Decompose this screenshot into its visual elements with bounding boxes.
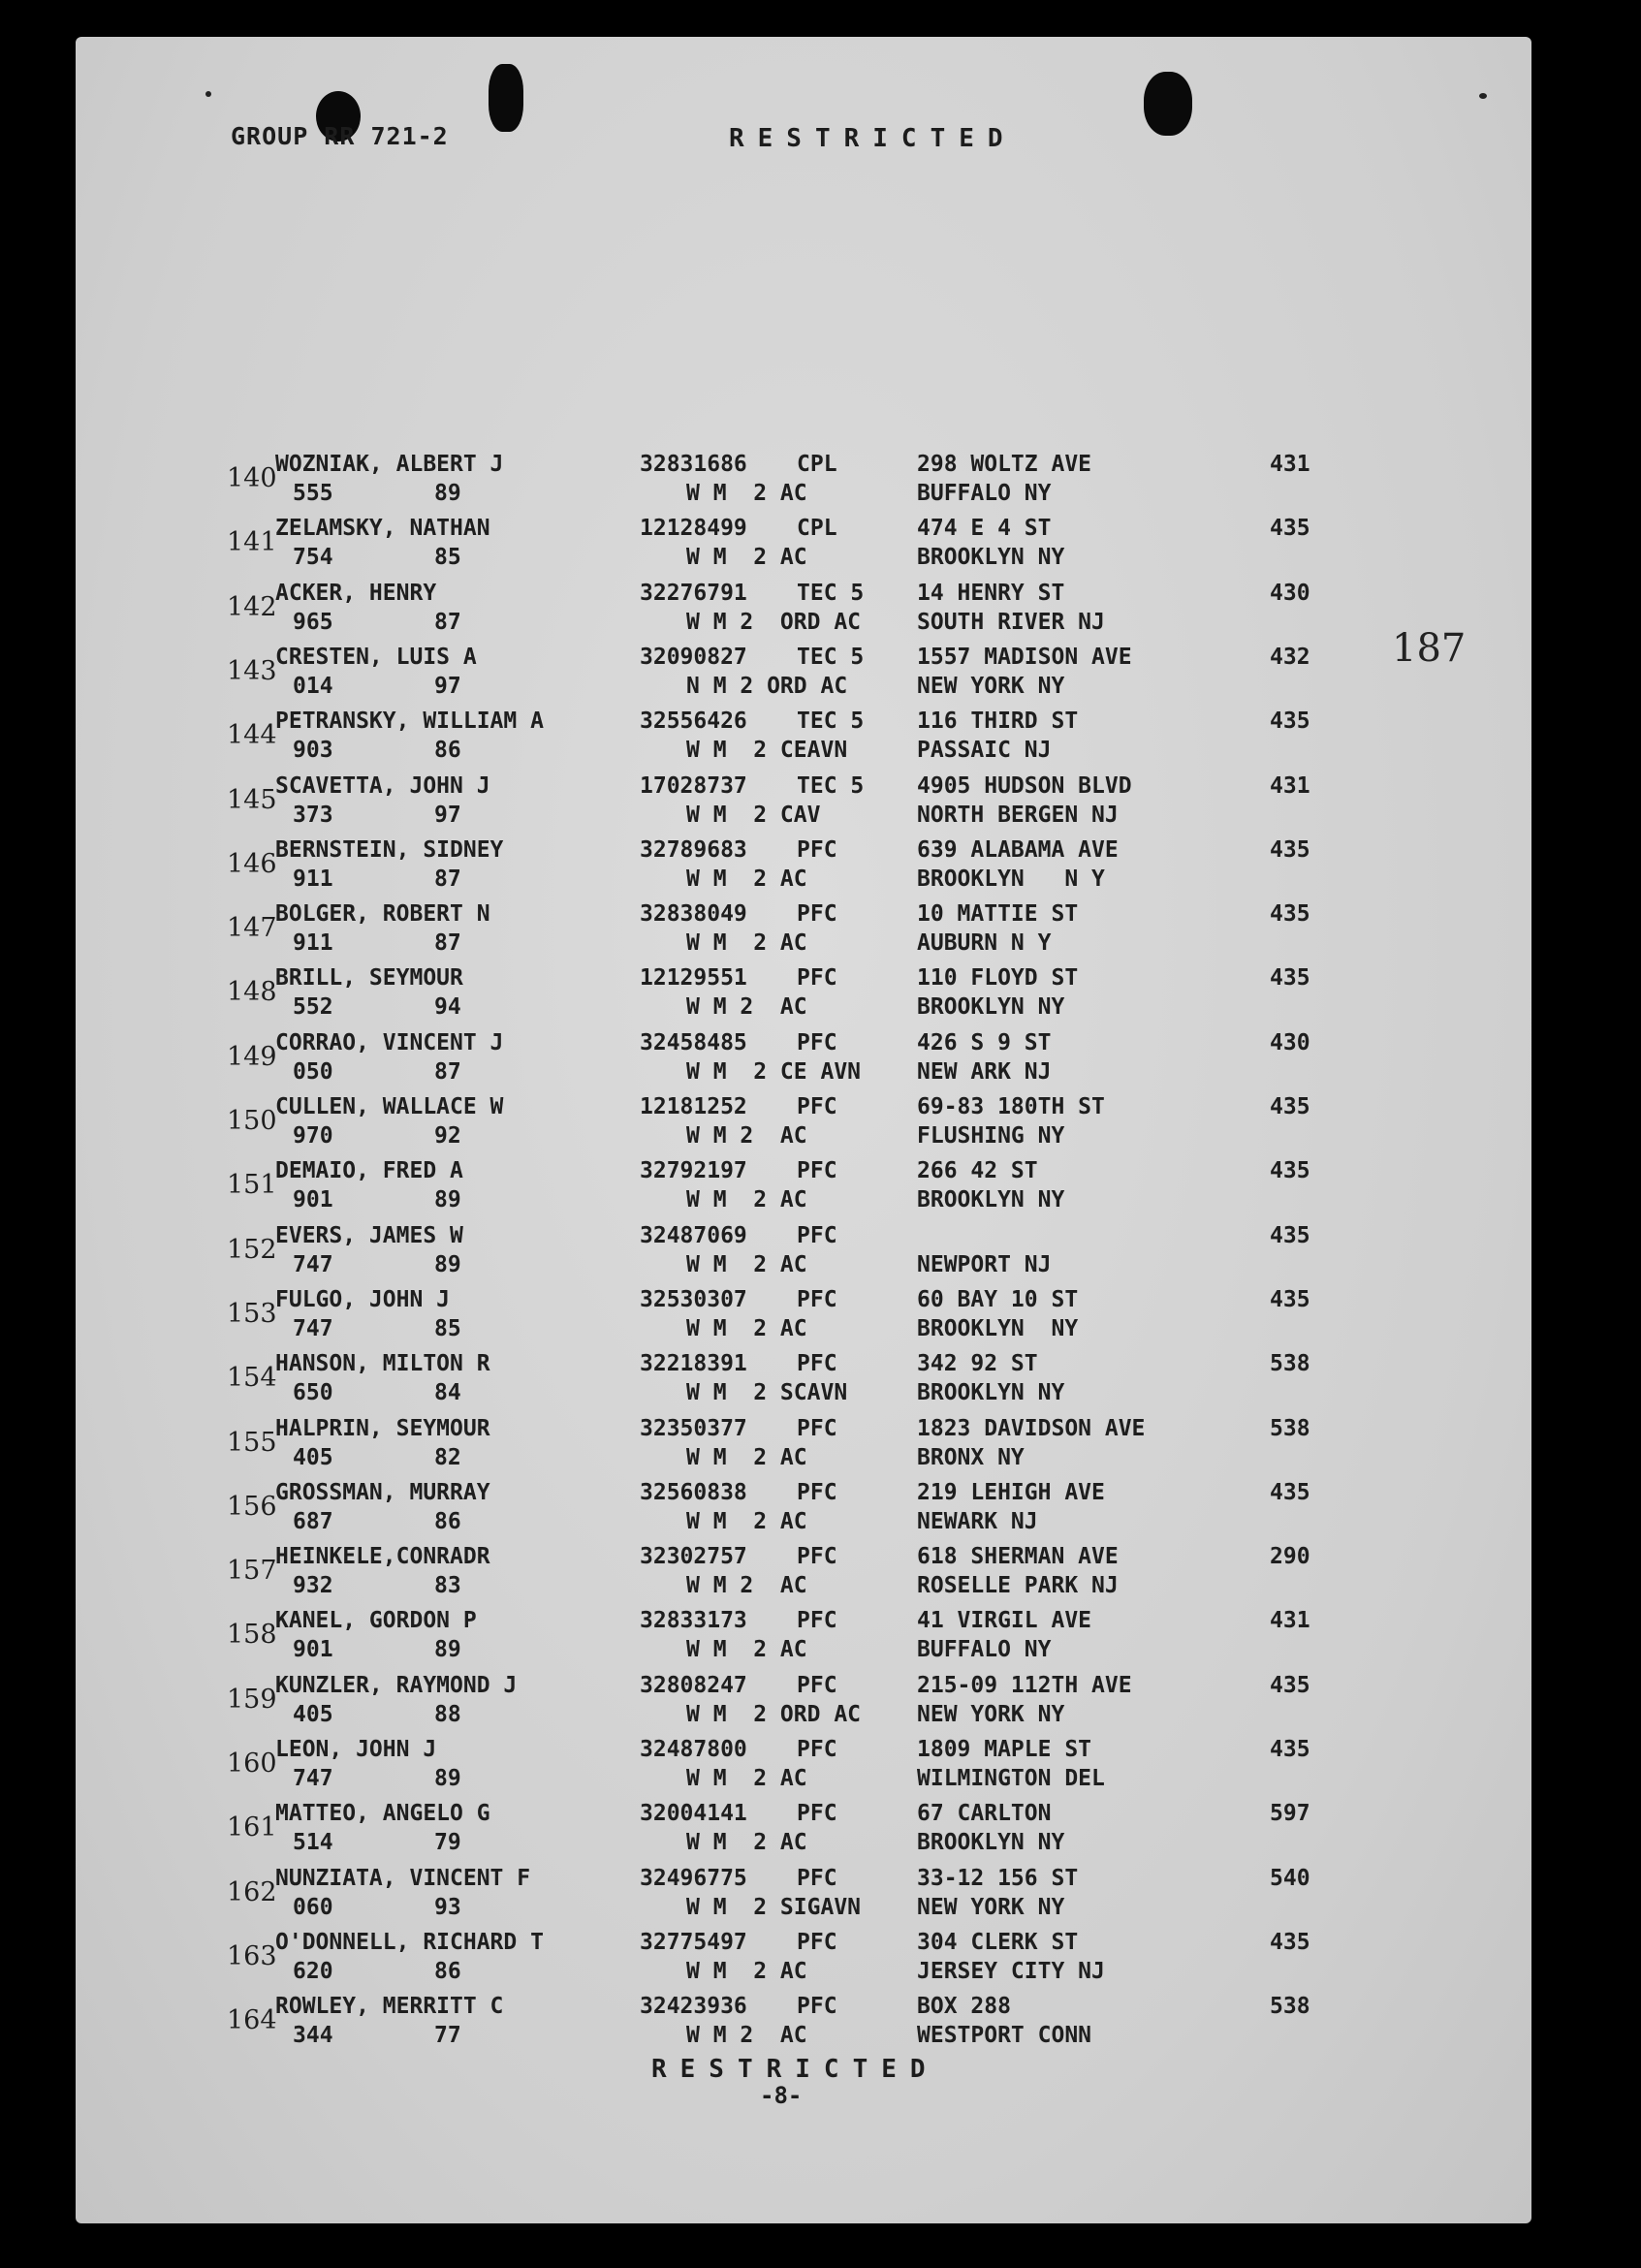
entry-code1: 650 [293, 1380, 333, 1406]
entry-addr2: NEWARK NJ [917, 1508, 1038, 1534]
entry-code2: 87 [434, 930, 461, 957]
entry-code1: 901 [293, 1637, 333, 1663]
entry-num: 149 [227, 1041, 277, 1072]
roster-entry [0, 1994, 1357, 2054]
roster-entry [0, 709, 1357, 769]
entry-wm: W M 2 AC [686, 866, 807, 892]
entry-mos: 435 [1270, 965, 1310, 992]
entry-addr2: BUFFALO NY [917, 481, 1052, 506]
entry-name: CULLEN, WALLACE W [275, 1094, 504, 1119]
entry-wm: W M 2 AC [686, 1573, 807, 1599]
entry-num: 163 [227, 1940, 277, 1971]
entry-addr1: 298 WOLTZ AVE [917, 452, 1092, 477]
entry-num: 141 [227, 527, 277, 558]
entry-wm: W M 2 SCAVN [686, 1380, 848, 1406]
entry-serial: 32496775 [640, 1865, 747, 1891]
entry-serial: 12181252 [640, 1094, 747, 1119]
punch-hole-center [489, 64, 523, 132]
entry-serial: 32302757 [640, 1544, 747, 1570]
entry-addr1: 116 THIRD ST [917, 709, 1079, 735]
entry-addr2: SOUTH RIVER NJ [917, 609, 1105, 635]
entry-addr1: 639 ALABAMA AVE [917, 836, 1119, 863]
entry-code2: 97 [434, 802, 461, 828]
entry-grade: PFC [797, 1286, 837, 1312]
entry-serial: 32004141 [640, 1801, 747, 1827]
entry-code2: 77 [434, 2023, 461, 2049]
entry-addr2: NEWPORT NJ [917, 1251, 1052, 1277]
roster-entry [0, 1416, 1357, 1476]
entry-mos: 435 [1270, 1222, 1310, 1248]
entry-addr2: JERSEY CITY NJ [917, 1958, 1105, 1984]
entry-code2: 87 [434, 866, 461, 892]
roster-entry [0, 837, 1357, 898]
entry-addr1: 14 HENRY ST [917, 580, 1065, 606]
entry-name: LEON, JOHN J [275, 1737, 437, 1762]
entry-code1: 405 [293, 1701, 333, 1727]
entry-mos: 597 [1270, 1801, 1310, 1827]
entry-addr1: 41 VIRGIL AVE [917, 1608, 1092, 1634]
roster-entry [0, 1737, 1357, 1797]
entry-addr2: PASSAIC NJ [917, 738, 1052, 764]
entry-mos: 435 [1270, 901, 1310, 928]
entry-addr2: FLUSHING NY [917, 1123, 1065, 1149]
entry-addr1: 1809 MAPLE ST [917, 1737, 1092, 1762]
entry-wm: W M 2 AC [686, 1251, 807, 1277]
page-stamp-number: 187 [1392, 626, 1467, 671]
entry-code1: 555 [293, 481, 333, 506]
entry-addr2: NEW YORK NY [917, 1701, 1065, 1727]
entry-code2: 83 [434, 1573, 461, 1599]
entry-code1: 747 [293, 1766, 333, 1791]
entry-grade: PFC [797, 836, 837, 863]
entry-mos: 430 [1270, 580, 1310, 606]
entry-num: 145 [227, 784, 277, 815]
entry-mos: 430 [1270, 1029, 1310, 1055]
entry-mos: 431 [1270, 772, 1310, 799]
entry-addr2: BROOKLYN N Y [917, 866, 1105, 892]
entry-addr1: 1557 MADISON AVE [917, 644, 1132, 670]
entry-serial: 32487800 [640, 1737, 747, 1762]
entry-wm: W M 2 AC [686, 1830, 807, 1856]
roster-entry [0, 901, 1357, 961]
entry-addr1: 33-12 156 ST [917, 1865, 1079, 1891]
entry-name: PETRANSKY, WILLIAM A [275, 709, 544, 735]
entry-code2: 85 [434, 1315, 461, 1341]
group-header: GROUP RR 721-2 [231, 122, 449, 150]
entry-code1: 620 [293, 1958, 333, 1984]
entry-name: HEINKELE,CONRADR [275, 1544, 490, 1570]
entry-wm: W M 2 AC [686, 1637, 807, 1663]
entry-wm: W M 2 SIGAVN [686, 1894, 862, 1920]
entry-serial: 17028737 [640, 772, 747, 799]
roster-entry [0, 1480, 1357, 1540]
entry-grade: TEC 5 [797, 580, 865, 606]
entry-mos: 431 [1270, 1608, 1310, 1634]
entry-mos: 435 [1270, 1672, 1310, 1698]
entry-grade: PFC [797, 965, 837, 992]
entry-wm: W M 2 AC [686, 1123, 807, 1149]
roster-entry [0, 645, 1357, 705]
entry-grade: PFC [797, 1608, 837, 1634]
entry-num: 140 [227, 463, 277, 493]
smudge [205, 91, 211, 97]
entry-wm: W M 2 CE AVN [686, 1058, 862, 1085]
entry-grade: PFC [797, 1029, 837, 1055]
entry-mos: 435 [1270, 836, 1310, 863]
entry-code1: 514 [293, 1830, 333, 1856]
entry-addr2: WESTPORT CONN [917, 2023, 1092, 2049]
entry-serial: 32350377 [640, 1415, 747, 1441]
entry-code2: 89 [434, 1637, 461, 1663]
entry-mos: 435 [1270, 1737, 1310, 1762]
entry-serial: 32792197 [640, 1158, 747, 1184]
entry-serial: 32423936 [640, 1994, 747, 2020]
entry-code1: 552 [293, 994, 333, 1021]
entry-addr1: 219 LEHIGH AVE [917, 1479, 1105, 1505]
entry-name: BERNSTEIN, SIDNEY [275, 836, 504, 863]
entry-mos: 435 [1270, 516, 1310, 542]
entry-name: BOLGER, ROBERT N [275, 901, 490, 928]
entry-name: NUNZIATA, VINCENT F [275, 1865, 531, 1891]
entry-wm: W M 2 CAV [686, 802, 821, 828]
entry-mos: 435 [1270, 1479, 1310, 1505]
entry-serial: 12128499 [640, 516, 747, 542]
entry-wm: N M 2 ORD AC [686, 673, 848, 699]
entry-num: 155 [227, 1427, 277, 1458]
entry-num: 144 [227, 720, 277, 751]
entry-code2: 89 [434, 1187, 461, 1213]
entry-mos: 431 [1270, 452, 1310, 477]
entry-mos: 435 [1270, 1158, 1310, 1184]
entry-serial: 32789683 [640, 836, 747, 863]
roster-entry [0, 1030, 1357, 1090]
entry-grade: PFC [797, 1672, 837, 1698]
entry-code1: 373 [293, 802, 333, 828]
entry-serial: 32808247 [640, 1672, 747, 1698]
entry-wm: W M 2 CEAVN [686, 738, 848, 764]
entry-serial: 32560838 [640, 1479, 747, 1505]
entry-wm: W M 2 AC [686, 1958, 807, 1984]
entry-name: HALPRIN, SEYMOUR [275, 1415, 490, 1441]
entry-name: O'DONNELL, RICHARD T [275, 1929, 544, 1955]
entry-code2: 92 [434, 1123, 461, 1149]
entry-num: 162 [227, 1876, 277, 1907]
entry-addr2: NORTH BERGEN NJ [917, 802, 1119, 828]
entry-addr1: 618 SHERMAN AVE [917, 1544, 1119, 1570]
entry-num: 146 [227, 848, 277, 879]
roster-entry [0, 1801, 1357, 1861]
entry-addr2: ROSELLE PARK NJ [917, 1573, 1119, 1599]
entry-grade: PFC [797, 1351, 837, 1377]
entry-mos: 538 [1270, 1994, 1310, 2020]
entry-grade: TEC 5 [797, 709, 865, 735]
entry-code2: 86 [434, 1508, 461, 1534]
entry-num: 152 [227, 1234, 277, 1265]
entry-code1: 060 [293, 1894, 333, 1920]
entry-addr1: 215-09 112TH AVE [917, 1672, 1132, 1698]
entry-code2: 94 [434, 994, 461, 1021]
entry-serial: 32530307 [640, 1286, 747, 1312]
entry-code2: 89 [434, 481, 461, 506]
entry-addr2: BROOKLYN NY [917, 1315, 1079, 1341]
entry-mos: 538 [1270, 1351, 1310, 1377]
roster-entry [0, 1930, 1357, 1990]
entry-code2: 86 [434, 738, 461, 764]
entry-num: 164 [227, 2005, 277, 2036]
entry-wm: W M 2 AC [686, 1444, 807, 1470]
entry-wm: W M 2 ORD AC [686, 609, 862, 635]
entry-code1: 014 [293, 673, 333, 699]
entry-grade: PFC [797, 1544, 837, 1570]
entry-name: EVERS, JAMES W [275, 1222, 463, 1248]
entry-code2: 85 [434, 545, 461, 571]
entry-code2: 93 [434, 1894, 461, 1920]
entry-serial: 32838049 [640, 901, 747, 928]
entry-addr1: 10 MATTIE ST [917, 901, 1079, 928]
roster-entry [0, 1866, 1357, 1926]
entry-num: 147 [227, 913, 277, 944]
entry-addr2: BROOKLYN NY [917, 1380, 1065, 1406]
roster-entry [0, 1223, 1357, 1283]
entry-addr2: NEW YORK NY [917, 1894, 1065, 1920]
entry-addr1: 342 92 ST [917, 1351, 1038, 1377]
entry-name: WOZNIAK, ALBERT J [275, 452, 504, 477]
roster-entry [0, 452, 1357, 512]
entry-name: BRILL, SEYMOUR [275, 965, 463, 992]
entry-code2: 88 [434, 1701, 461, 1727]
entry-wm: W M 2 AC [686, 1766, 807, 1791]
entry-addr2: BRONX NY [917, 1444, 1025, 1470]
roster-entry [0, 1287, 1357, 1347]
entry-grade: PFC [797, 1158, 837, 1184]
entry-num: 143 [227, 655, 277, 686]
entry-addr1: 60 BAY 10 ST [917, 1286, 1079, 1312]
entry-code2: 87 [434, 609, 461, 635]
entry-code2: 89 [434, 1766, 461, 1791]
entry-addr1: 110 FLOYD ST [917, 965, 1079, 992]
entry-grade: PFC [797, 1222, 837, 1248]
entry-grade: PFC [797, 1479, 837, 1505]
entry-num: 154 [227, 1363, 277, 1394]
entry-code1: 932 [293, 1573, 333, 1599]
entry-mos: 538 [1270, 1415, 1310, 1441]
page-number: -8- [760, 2082, 803, 2109]
entry-name: CRESTEN, LUIS A [275, 644, 477, 670]
roster-entry [0, 1094, 1357, 1154]
entry-mos: 435 [1270, 1094, 1310, 1119]
entry-addr1: BOX 288 [917, 1994, 1011, 2020]
entry-num: 156 [227, 1491, 277, 1522]
entry-code1: 747 [293, 1315, 333, 1341]
entry-serial: 32831686 [640, 452, 747, 477]
roster-entry [0, 1608, 1357, 1668]
entry-code2: 82 [434, 1444, 461, 1470]
roster-entry [0, 581, 1357, 641]
entry-addr2: NEW YORK NY [917, 673, 1065, 699]
entry-serial: 32775497 [640, 1929, 747, 1955]
entry-addr1: 266 42 ST [917, 1158, 1038, 1184]
entry-addr1: 67 CARLTON [917, 1801, 1052, 1827]
entry-num: 148 [227, 977, 277, 1008]
roster-entry [0, 516, 1357, 576]
entry-addr2: BUFFALO NY [917, 1637, 1052, 1663]
entry-num: 160 [227, 1748, 277, 1779]
entry-code1: 965 [293, 609, 333, 635]
entry-num: 142 [227, 591, 277, 622]
entry-num: 161 [227, 1812, 277, 1843]
entry-code1: 970 [293, 1123, 333, 1149]
entry-code1: 405 [293, 1444, 333, 1470]
entry-addr1: 1823 DAVIDSON AVE [917, 1415, 1146, 1441]
entry-mos: 290 [1270, 1544, 1310, 1570]
entry-name: CORRAO, VINCENT J [275, 1029, 504, 1055]
entry-grade: PFC [797, 1929, 837, 1955]
entry-grade: TEC 5 [797, 772, 865, 799]
roster-entry [0, 965, 1357, 1025]
roster-entry [0, 1673, 1357, 1733]
entry-grade: PFC [797, 1094, 837, 1119]
entry-wm: W M 2 AC [686, 930, 807, 957]
entry-serial: 32218391 [640, 1351, 747, 1377]
entry-grade: PFC [797, 1994, 837, 2020]
entry-mos: 435 [1270, 1286, 1310, 1312]
entry-code1: 911 [293, 930, 333, 957]
entry-addr2: BROOKLYN NY [917, 1187, 1065, 1213]
entry-wm: W M 2 AC [686, 545, 807, 571]
entry-code1: 911 [293, 866, 333, 892]
entry-name: FULGO, JOHN J [275, 1286, 451, 1312]
entry-grade: PFC [797, 1865, 837, 1891]
entry-wm: W M 2 AC [686, 481, 807, 506]
entry-code2: 86 [434, 1958, 461, 1984]
entry-addr1: 69-83 180TH ST [917, 1094, 1105, 1119]
entry-name: HANSON, MILTON R [275, 1351, 490, 1377]
entry-serial: 32833173 [640, 1608, 747, 1634]
roster-entry [0, 1544, 1357, 1604]
entry-serial: 12129551 [640, 965, 747, 992]
entry-code1: 754 [293, 545, 333, 571]
entry-mos: 540 [1270, 1865, 1310, 1891]
entry-grade: CPL [797, 516, 837, 542]
entry-addr1: 4905 HUDSON BLVD [917, 772, 1132, 799]
entry-grade: PFC [797, 1737, 837, 1762]
entry-addr2: BROOKLYN NY [917, 994, 1065, 1021]
entry-addr2: WILMINGTON DEL [917, 1766, 1105, 1791]
entry-name: GROSSMAN, MURRAY [275, 1479, 490, 1505]
entry-grade: PFC [797, 1415, 837, 1441]
entry-name: ZELAMSKY, NATHAN [275, 516, 490, 542]
smudge [1479, 93, 1487, 99]
entry-serial: 32487069 [640, 1222, 747, 1248]
entry-name: SCAVETTA, JOHN J [275, 772, 490, 799]
entry-code1: 687 [293, 1508, 333, 1534]
entry-code1: 901 [293, 1187, 333, 1213]
entry-grade: PFC [797, 901, 837, 928]
entry-mos: 435 [1270, 1929, 1310, 1955]
roster-entry [0, 1158, 1357, 1218]
roster-entry [0, 773, 1357, 834]
roster-entry [0, 1351, 1357, 1411]
entry-wm: W M 2 AC [686, 1315, 807, 1341]
entry-name: ROWLEY, MERRITT C [275, 1994, 504, 2020]
entry-wm: W M 2 AC [686, 1508, 807, 1534]
entry-addr1: 426 S 9 ST [917, 1029, 1052, 1055]
entry-name: KANEL, GORDON P [275, 1608, 477, 1634]
entry-mos: 435 [1270, 709, 1310, 735]
entry-num: 153 [227, 1298, 277, 1329]
entry-addr1: 304 CLERK ST [917, 1929, 1079, 1955]
entry-addr2: BROOKLYN NY [917, 1830, 1065, 1856]
entry-addr2: NEW ARK NJ [917, 1058, 1052, 1085]
entry-wm: W M 2 AC [686, 994, 807, 1021]
entry-wm: W M 2 AC [686, 2023, 807, 2049]
entry-num: 159 [227, 1684, 277, 1715]
entry-num: 151 [227, 1170, 277, 1201]
entry-num: 150 [227, 1106, 277, 1136]
entry-grade: CPL [797, 452, 837, 477]
entry-code1: 903 [293, 738, 333, 764]
entry-code2: 79 [434, 1830, 461, 1856]
entry-name: DEMAIO, FRED A [275, 1158, 463, 1184]
entry-name: MATTEO, ANGELO G [275, 1801, 490, 1827]
entry-code2: 84 [434, 1380, 461, 1406]
entry-num: 158 [227, 1620, 277, 1651]
entry-wm: W M 2 ORD AC [686, 1701, 862, 1727]
entry-serial: 32276791 [640, 580, 747, 606]
entry-code2: 97 [434, 673, 461, 699]
entry-addr1: 474 E 4 ST [917, 516, 1052, 542]
entry-serial: 32458485 [640, 1029, 747, 1055]
entry-name: KUNZLER, RAYMOND J [275, 1672, 518, 1698]
entry-code2: 87 [434, 1058, 461, 1085]
entry-code2: 89 [434, 1251, 461, 1277]
entry-addr2: BROOKLYN NY [917, 545, 1065, 571]
entry-code1: 050 [293, 1058, 333, 1085]
header-classification: RESTRICTED [729, 124, 1017, 153]
entry-name: ACKER, HENRY [275, 580, 437, 606]
entry-code1: 344 [293, 2023, 333, 2049]
entry-serial: 32090827 [640, 644, 747, 670]
entry-grade: TEC 5 [797, 644, 865, 670]
punch-hole-right [1144, 72, 1192, 136]
footer-classification: RESTRICTED [651, 2055, 939, 2084]
entry-code1: 747 [293, 1251, 333, 1277]
entry-serial: 32556426 [640, 709, 747, 735]
entry-num: 157 [227, 1556, 277, 1587]
entry-grade: PFC [797, 1801, 837, 1827]
entry-wm: W M 2 AC [686, 1187, 807, 1213]
entry-addr2: AUBURN N Y [917, 930, 1052, 957]
entry-mos: 432 [1270, 644, 1310, 670]
